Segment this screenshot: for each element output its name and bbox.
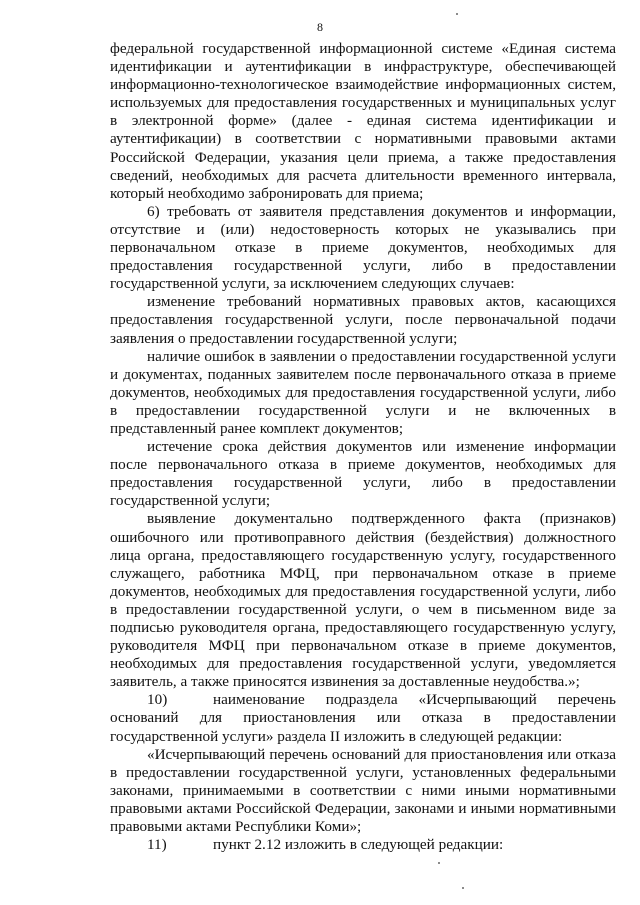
paragraph-new-subsection-title: «Исчерпывающий перечень оснований для приостановления или отказа в предоставлении государственной услуги, установленных федеральными законами, принимаемыми в соответствии с ними иными нормативными правовыми актами Российской Федерации, законами и иными нормативными правовыми актами Республики Коми»; xyxy=(110,745,616,836)
item-number: 11) xyxy=(147,836,167,854)
paragraph-item-11 xyxy=(110,836,616,854)
item-text: наименование подраздела «Исчерпывающий перечень оснований для приостановления или отказа в предоставлении государственной услуги» раздела II изложить в следующей редакции: xyxy=(110,691,616,745)
paragraph-item-6: 6) требовать от заявителя представления документов и информации, отсутствие и (или) недостоверность которых не указывались при первоначальном отказе в приеме документов, необходимых для предоставления государственной услуги, либо в предоставлении государственной услуги, за исключением следующих случаев: xyxy=(110,202,616,293)
scan-speck xyxy=(456,13,458,15)
paragraph-esia-continuation: федеральной государственной информационной системе «Единая система идентификации и аутентификации в инфраструктуре, обеспечивающей информационно-технологическое взаимодействие информационных систем, используемых для предоставления государственных и муниципальных услуг в электронной форме» (далее - единая система идентификации и аутентификации) в соответствии с нормативными правовыми актами Российской Федерации, указания цели приема, а также предоставления сведений, необходимых для расчета длительности временного интервала, который необходимо забронировать для приема; xyxy=(110,40,616,202)
paragraph-case-expiration: истечение срока действия документов или изменение информации после первоначального отказа в приеме документов, необходимых для предоставления государственной услуги, либо в предоставлении государственной услуги; xyxy=(110,438,616,510)
paragraph-item-10 xyxy=(110,691,616,745)
scan-speck xyxy=(438,862,440,864)
paragraph-case-requirements-change: изменение требований нормативных правовых актов, касающихся предоставления государственной услуги, после первоначальной подачи заявления о предоставлении государственной услуги; xyxy=(110,293,616,347)
paragraph-case-misconduct: выявление документально подтвержденного факта (признаков) ошибочного или противоправного действия (бездействия) должностного лица органа, предоставляющего государственную услугу, государственного служащего, работника МФЦ, при первоначальном отказе в приеме документов, необходимых для предоставления государственной услуги, либо в предоставлении государственной услуги, о чем в письменном виде за подписью руководителя органа, предоставляющего государственную услугу, руководителя МФЦ при первоначальном отказе в приеме документов, необходимых для предоставления государственной услуги, уведомляется заявитель, а также приносятся извинения за доставленные неудобства.»; xyxy=(110,510,616,691)
item-number: 10) xyxy=(147,691,168,709)
scan-speck xyxy=(462,887,464,889)
paragraph-case-errors: наличие ошибок в заявлении о предоставлении государственной услуги и документах, поданных заявителем после первоначального отказа в приеме документов, необходимых для предоставления государственной услуги, либо в предоставлении государственной услуги и не включенных в представленный ранее комплект документов; xyxy=(110,347,616,437)
page-number: 8 xyxy=(317,20,323,34)
document-body xyxy=(110,40,616,854)
item-text: пункт 2.12 изложить в следующей редакции: xyxy=(213,836,504,854)
